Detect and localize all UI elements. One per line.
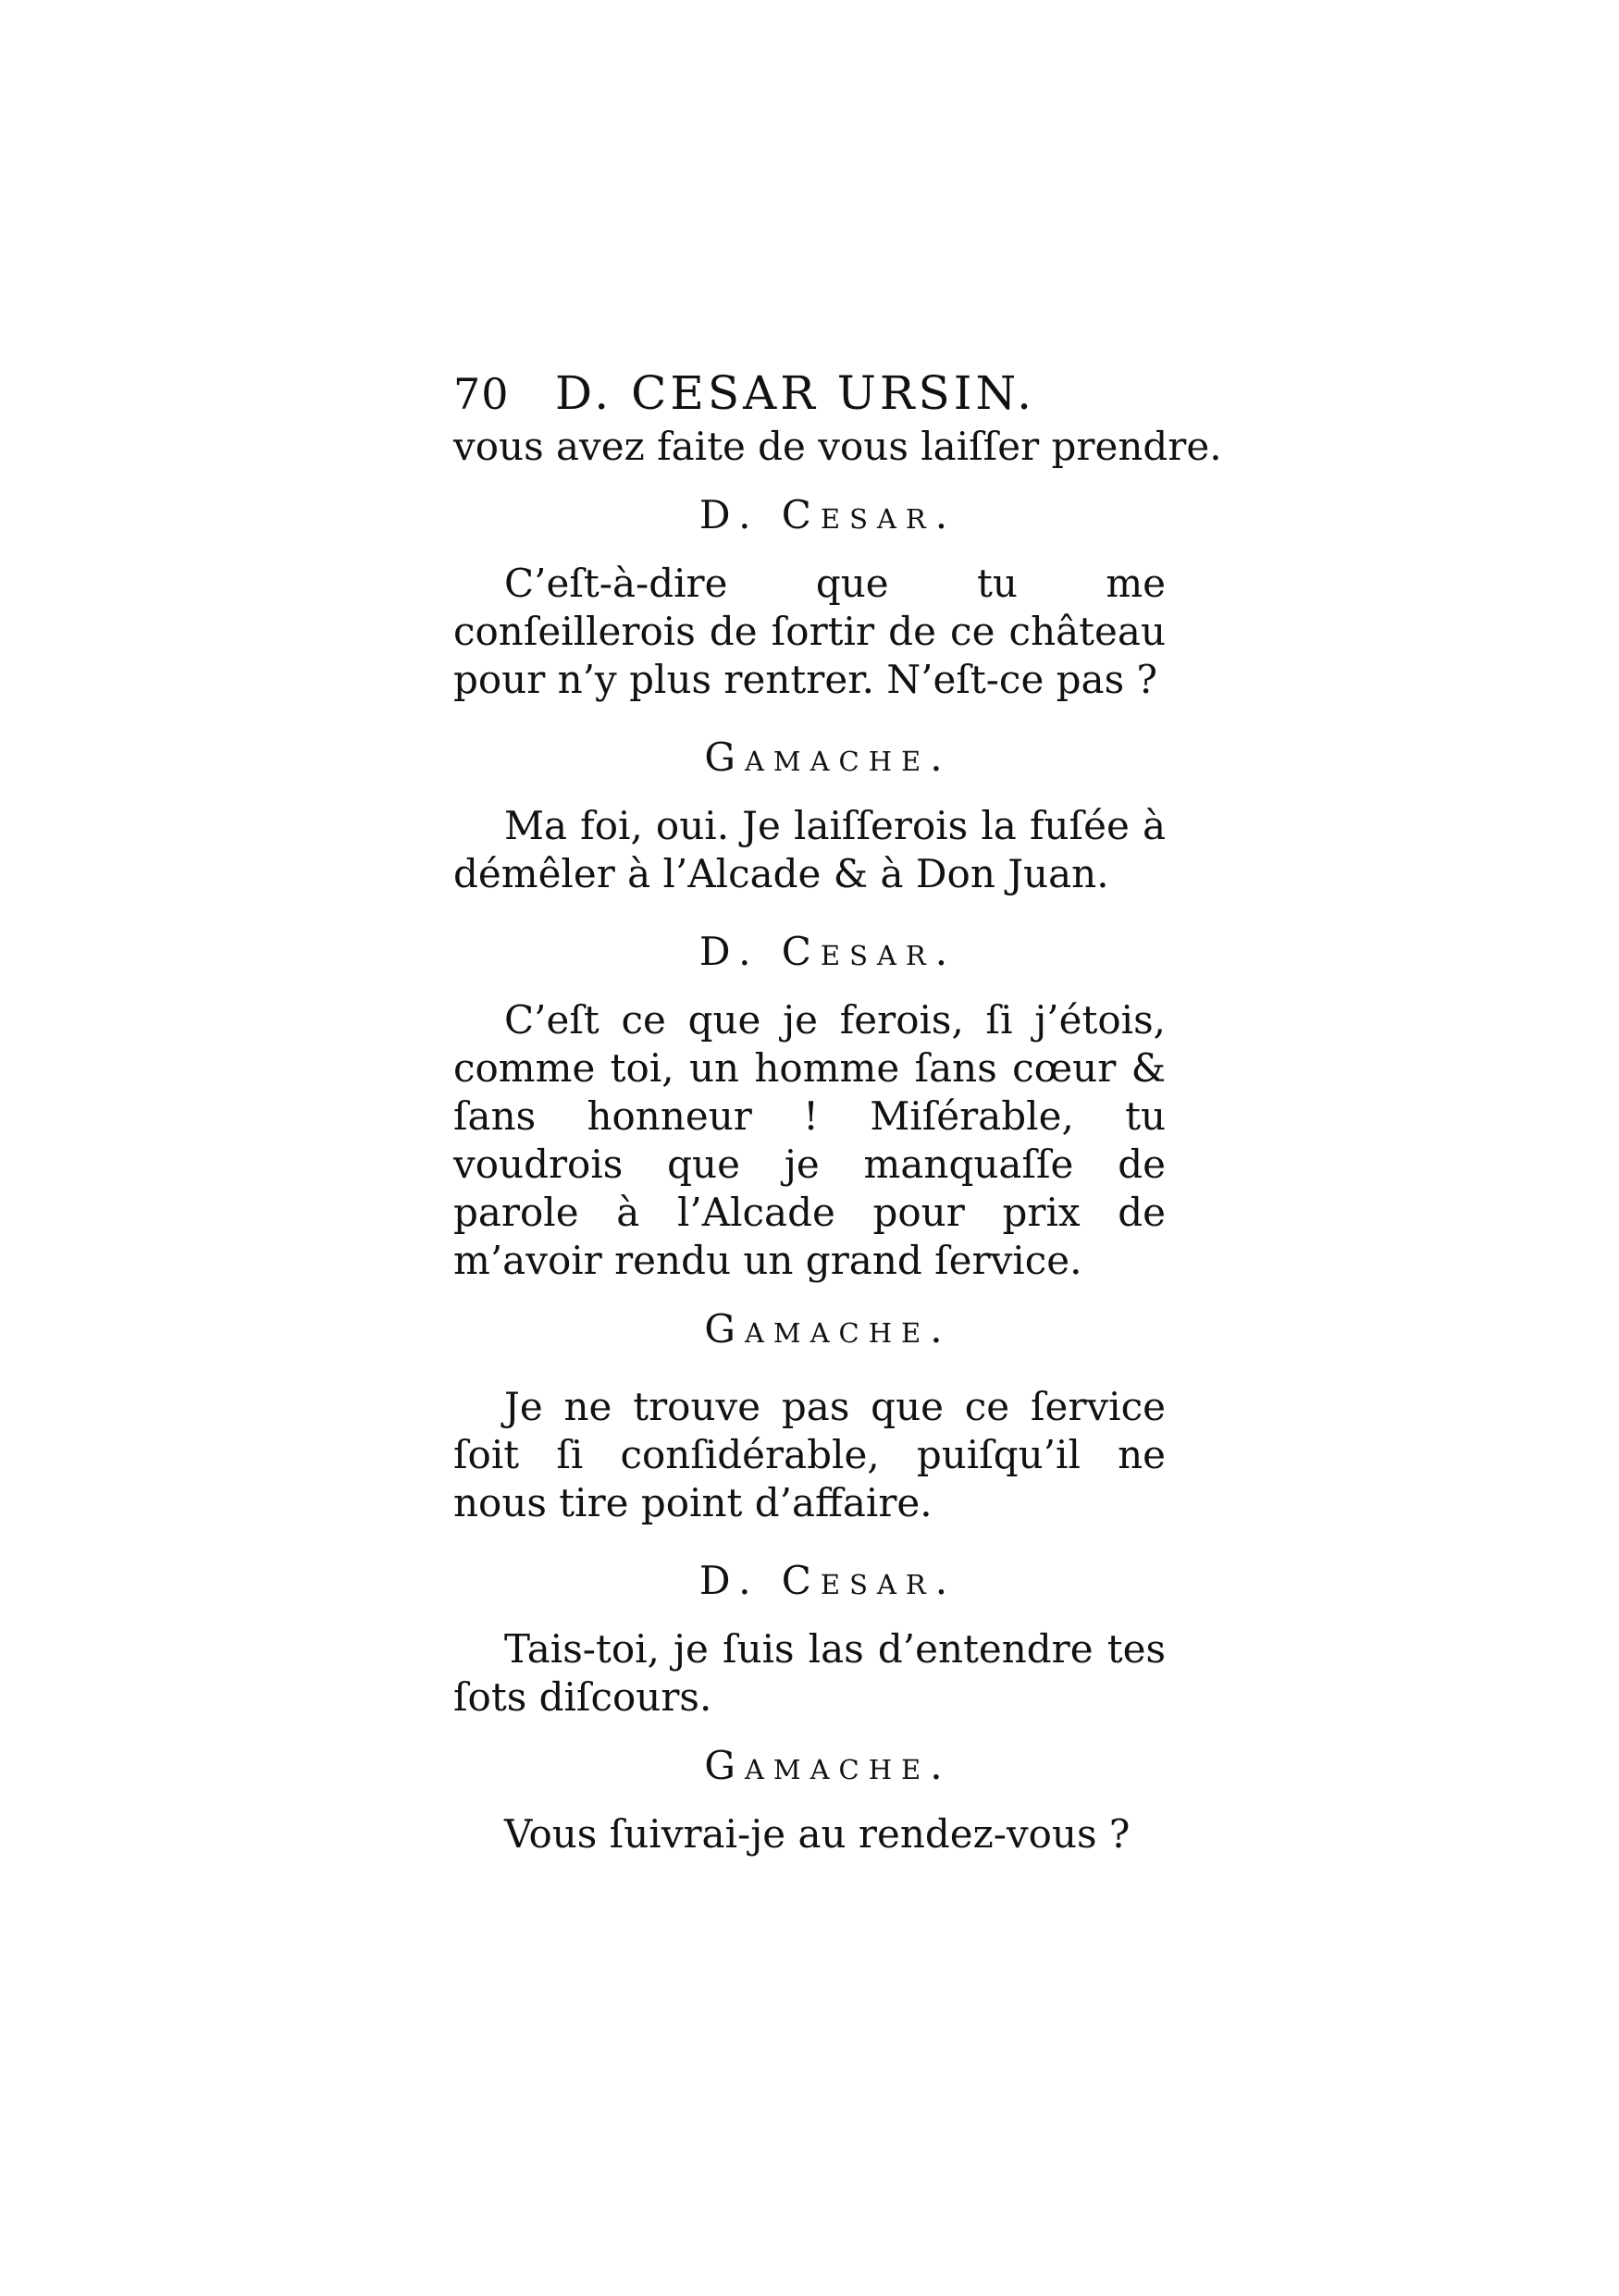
- speaker-gamache-3: Gamache.: [704, 1743, 952, 1788]
- speaker-gamache-2: Gamache.: [704, 1306, 952, 1352]
- speaker-cesar-3: D. Cesar.: [698, 1558, 958, 1603]
- continuation-line: vous avez faite de vous laiſſer prendre.: [453, 424, 1222, 469]
- speaker-cesar-2: D. Cesar.: [698, 929, 958, 974]
- speech-cesar-1: C’eſt-à-dire que tu me conſeillerois de ſortir de ce château pour n’y plus rentrer. N’eſt-ce pas ?: [453, 561, 1166, 702]
- speech-gamache-2: Je ne trouve pas que ce ſervice ſoit ſi conſidérable, puiſqu’il ne nous tire point d’affaire.: [453, 1384, 1166, 1525]
- speech-gamache-1: Ma foi, oui. Je laiſſerois la fuſée à démêler à l’Alcade & à Don Juan.: [453, 803, 1166, 896]
- speaker-cesar-1: D. Cesar.: [698, 492, 958, 537]
- running-title: D. CESAR URSIN.: [555, 366, 1035, 420]
- speech-cesar-2: C’eſt ce que je ferois, ſi j’étois, comme toi, un homme ſans cœur & ſans honneur ! Miſérable, tu voudrois que je manquaſſe de parole à l’Alcade pour prix de m’avoir rendu un grand ſervice.: [453, 997, 1166, 1283]
- speaker-gamache-1: Gamache.: [704, 734, 952, 780]
- speech-cesar-3: Tais-toi, je ſuis las d’entendre tes ſots diſcours.: [453, 1626, 1166, 1720]
- page-number: 70: [453, 369, 510, 419]
- text-block: [453, 365, 1222, 1858]
- speech-gamache-3: Vous ſuivrai-je au rendez-vous ?: [504, 1811, 1131, 1857]
- running-head: [453, 365, 1166, 423]
